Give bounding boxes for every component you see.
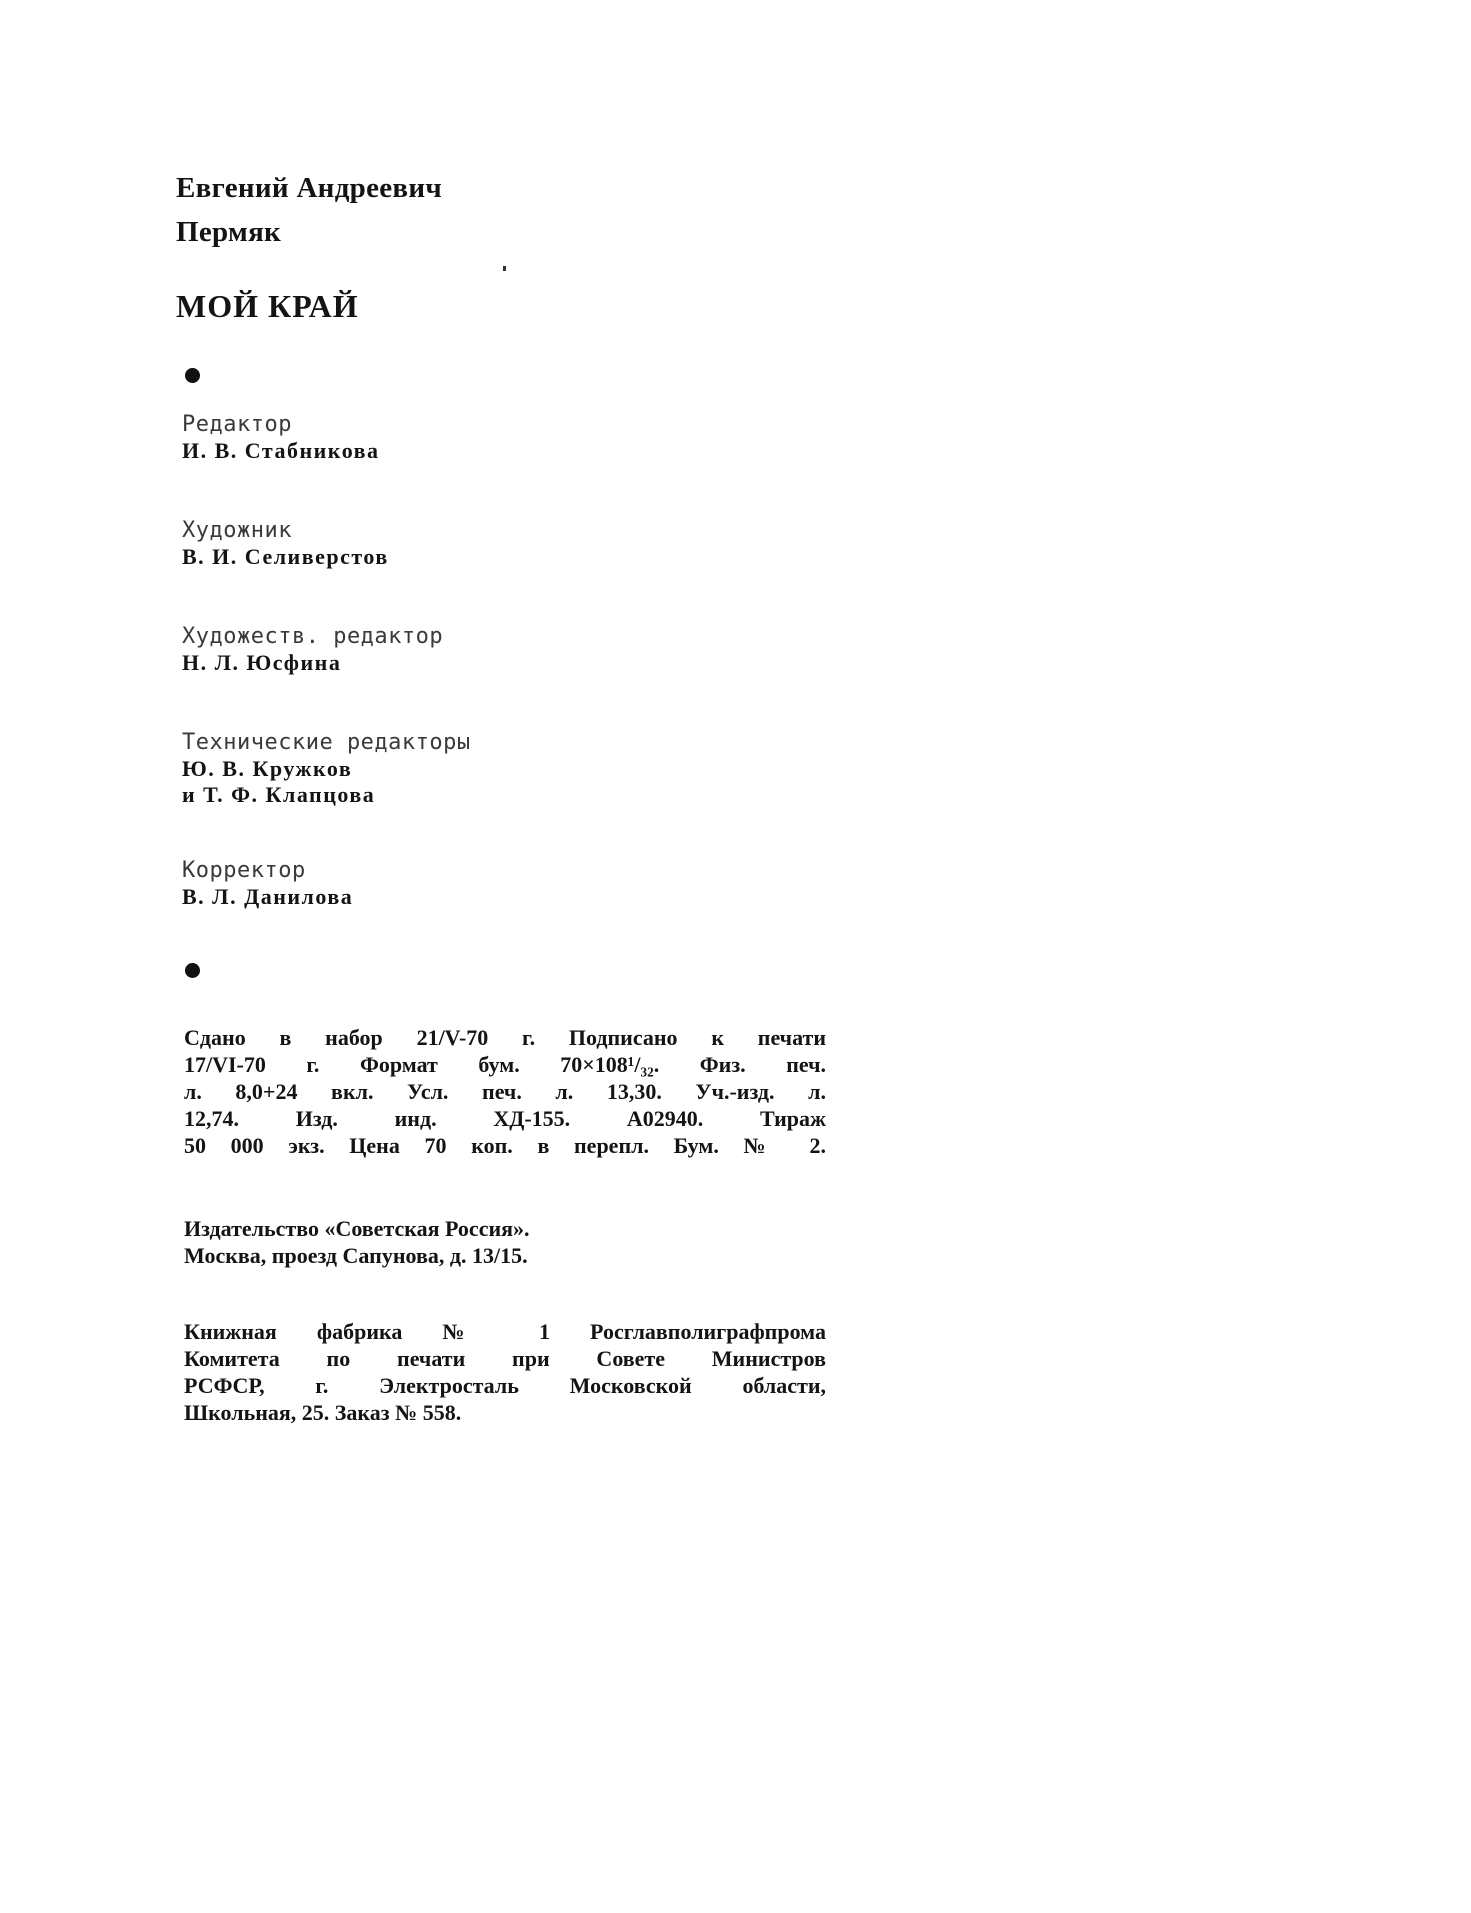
printer-line: Комитета по печати при Совете Министров xyxy=(184,1346,826,1371)
publisher-info xyxy=(184,1215,826,1269)
print-details-line: 12,74. Изд. инд. ХД-155. А02940. Тираж xyxy=(184,1106,826,1131)
credit-role: Редактор xyxy=(182,412,292,437)
print-details-line: Сдано в набор 21/V-70 г. Подписано к печати xyxy=(184,1025,826,1050)
author-surname: Пермяк xyxy=(176,216,282,248)
print-details-line: 17/VI-70 г. Формат бум. 70×108¹/₃₂. Физ. печ. xyxy=(184,1052,826,1077)
author-name xyxy=(176,166,442,254)
credit-editor xyxy=(182,412,471,518)
section-bullet-top xyxy=(185,368,200,383)
credit-art-editor xyxy=(182,624,471,730)
printer-line: РСФСР, г. Электросталь Московской области, xyxy=(184,1373,826,1398)
book-title: МОЙ КРАЙ xyxy=(176,288,359,324)
credits-list xyxy=(182,412,471,964)
printer-line: Школьная, 25. Заказ № 558. xyxy=(184,1400,462,1425)
printer-line: Книжная фабрика № 1 Росглавполиграфпрома xyxy=(184,1319,826,1344)
credit-role: Художеств. редактор xyxy=(182,624,444,649)
credit-name: Ю. В. Кружков xyxy=(182,756,353,781)
publisher-line: Издательство «Советская Россия». xyxy=(184,1216,530,1241)
credit-name: В. И. Селиверстов xyxy=(182,544,389,569)
credit-artist xyxy=(182,518,471,624)
credit-proofreader xyxy=(182,858,471,964)
print-details-line: л. 8,0+24 вкл. Усл. печ. л. 13,30. Уч.-изд. л. xyxy=(184,1079,826,1104)
print-details xyxy=(184,1024,826,1159)
credit-technical-editors xyxy=(182,730,471,858)
credit-name: и Т. Ф. Клапцова xyxy=(182,782,376,807)
printer-info xyxy=(184,1318,826,1426)
credit-name: В. Л. Данилова xyxy=(182,884,354,909)
credit-role: Художник xyxy=(182,518,292,543)
print-details-line: 50 000 экз. Цена 70 коп. в перепл. Бум. № 2. xyxy=(184,1133,826,1158)
credit-role: Корректор xyxy=(182,858,306,883)
publisher-line: Москва, проезд Сапунова, д. 13/15. xyxy=(184,1243,528,1268)
section-bullet-bottom xyxy=(185,963,200,978)
print-speck xyxy=(503,266,506,271)
credit-name: Н. Л. Юсфина xyxy=(182,650,342,675)
credit-role: Технические редакторы xyxy=(182,730,471,755)
credit-name: И. В. Стабникова xyxy=(182,438,380,463)
author-first-names: Евгений Андреевич xyxy=(176,172,443,204)
